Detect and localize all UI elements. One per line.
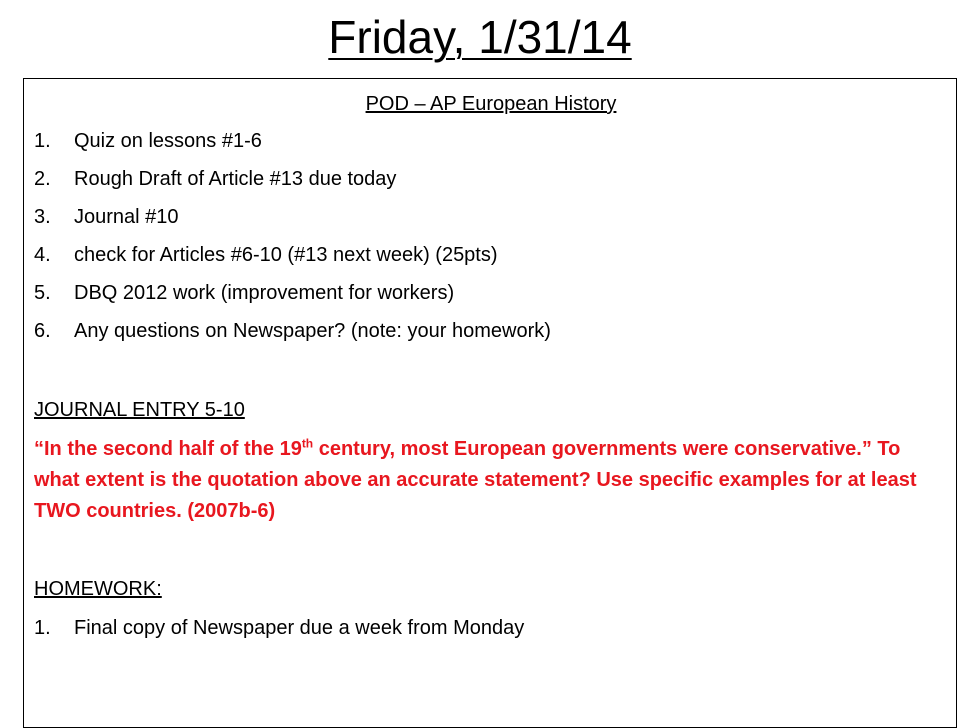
pod-item: [34, 166, 551, 204]
pod-item-text: DBQ 2012 work (improvement for workers): [74, 282, 455, 304]
pod-item-text: Quiz on lessons #1-6: [74, 130, 262, 152]
pod-item-text: Rough Draft of Article #13 due today: [74, 168, 397, 190]
pod-item-number: 6.: [34, 320, 51, 342]
journal-prompt: [34, 434, 939, 527]
homework-item-text: Final copy of Newspaper due a week from Monday: [74, 617, 525, 639]
pod-item-number: 3.: [34, 206, 51, 228]
homework-item-number: 1.: [34, 617, 51, 639]
homework-list: [34, 615, 524, 653]
pod-item-text: Journal #10: [74, 206, 179, 228]
pod-item-text: Any questions on Newspaper? (note: your homework): [74, 320, 551, 342]
pod-item-number: 4.: [34, 244, 51, 266]
pod-item: [34, 280, 551, 318]
pod-item: [34, 204, 551, 242]
journal-prompt-superscript: th: [301, 436, 314, 451]
pod-item-number: 2.: [34, 168, 51, 190]
pod-item: [34, 128, 551, 166]
pod-item: [34, 318, 551, 356]
pod-item: [34, 242, 551, 280]
slide-title: Friday, 1/31/14: [328, 11, 632, 63]
pod-list: [34, 128, 551, 356]
journal-prompt-part1: “In the second half of the 19: [34, 438, 302, 460]
pod-item-text: check for Articles #6-10 (#13 next week) (25pts): [74, 244, 498, 266]
journal-prompt-part2: century, most European governments were conservative.” To what extent is the quotation above an accurate statement? Use specific examples for at least TWO countries. (2007b-6): [34, 438, 917, 522]
journal-heading: JOURNAL ENTRY 5-10: [34, 399, 245, 421]
content-box: [23, 78, 957, 728]
homework-item: [34, 615, 524, 653]
pod-heading: POD – AP European History: [365, 93, 617, 115]
homework-heading: HOMEWORK:: [34, 578, 162, 600]
pod-item-number: 1.: [34, 130, 51, 152]
pod-item-number: 5.: [34, 282, 51, 304]
